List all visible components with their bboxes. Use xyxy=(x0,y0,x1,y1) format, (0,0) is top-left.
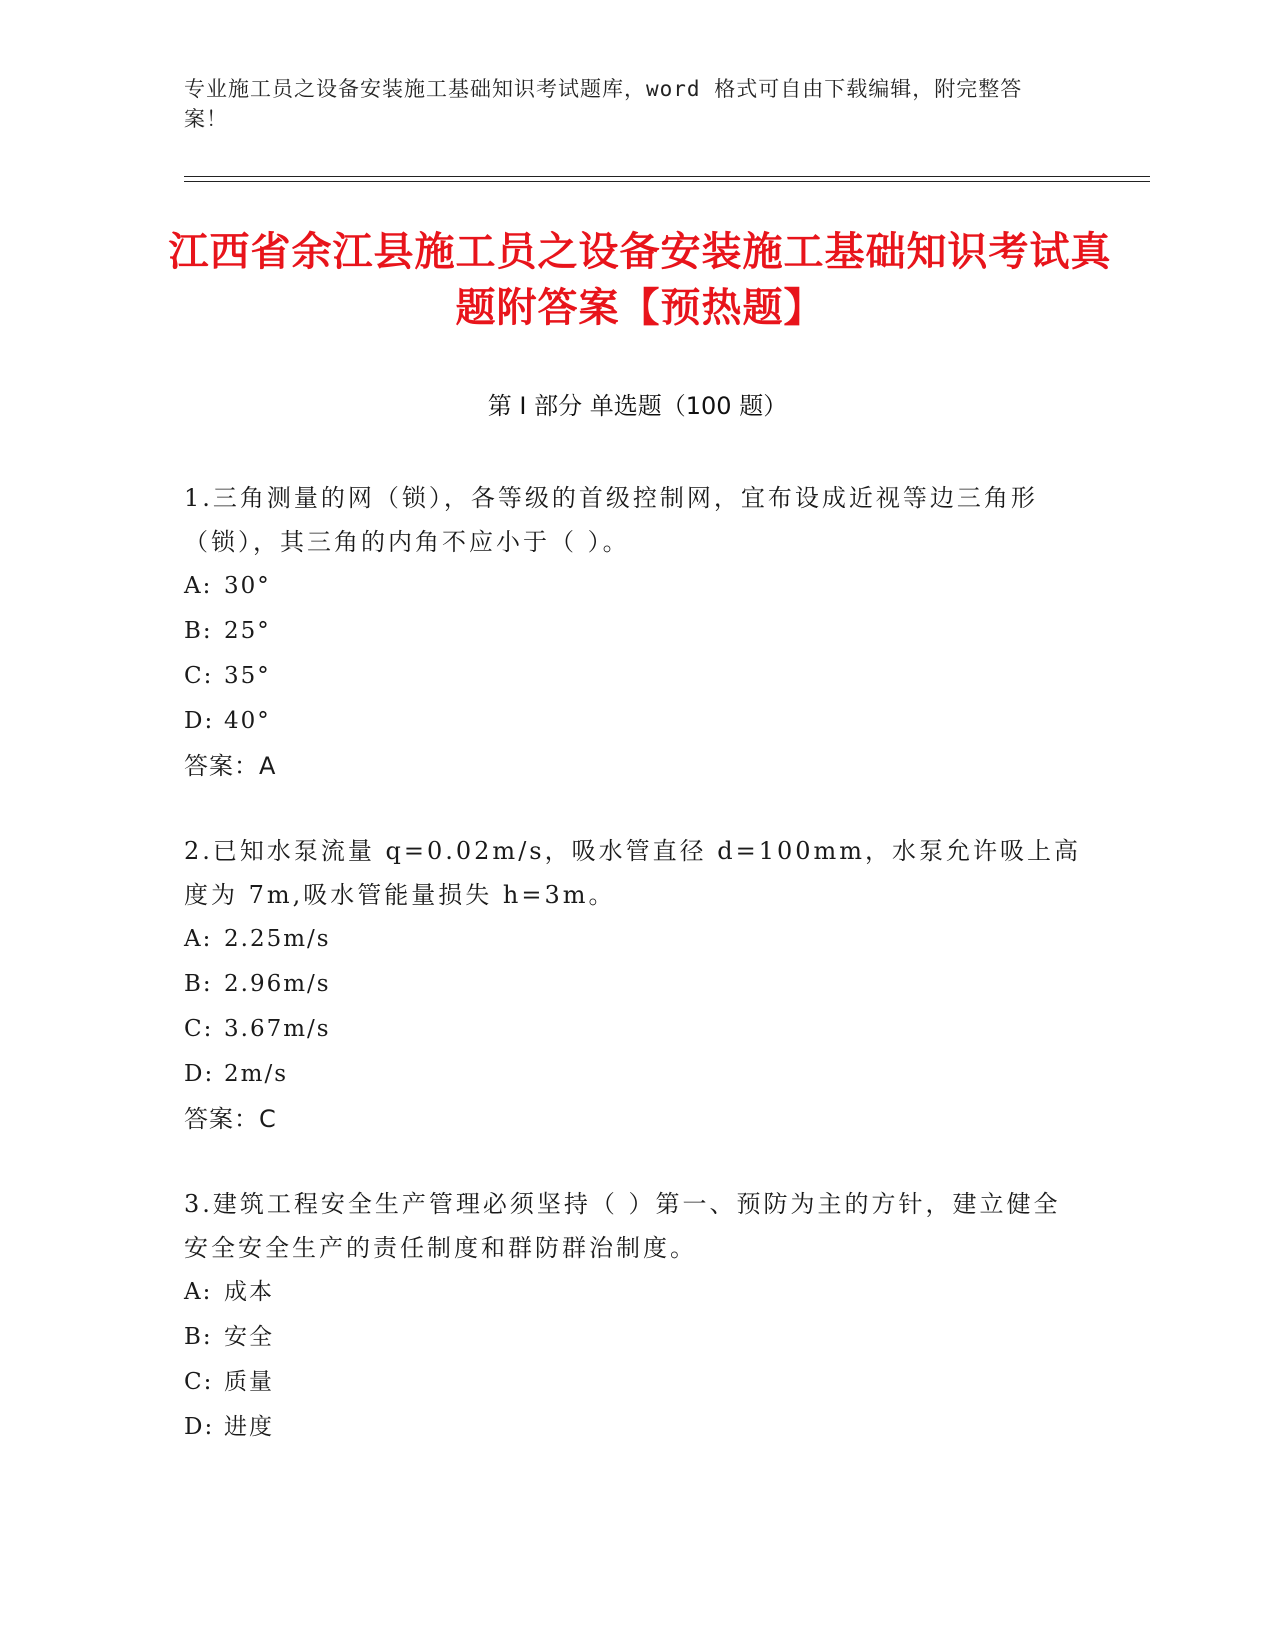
option-text: 35° xyxy=(224,663,271,689)
option-key: D: xyxy=(184,1061,215,1087)
option-text: 2.25m/s xyxy=(224,926,331,952)
option-text: 安全 xyxy=(224,1324,274,1350)
option-key: A: xyxy=(184,1279,213,1305)
option-key: C: xyxy=(184,1016,214,1042)
question-1 xyxy=(184,476,1084,789)
option-c xyxy=(184,654,1084,699)
option-key: B: xyxy=(184,971,213,997)
option-a xyxy=(184,564,1084,609)
answer-line: 答案：A xyxy=(184,752,277,780)
option-text: 25° xyxy=(224,618,271,644)
option-key: D: xyxy=(184,1414,215,1440)
question-3 xyxy=(184,1182,1084,1450)
question-stem: 3.建筑工程安全生产管理必须坚持（ ）第一、预防为主的方针，建立健全安全安全生产的责任制度和群防群治制度。 xyxy=(184,1190,1061,1262)
option-text: 2.96m/s xyxy=(224,971,331,997)
option-a xyxy=(184,917,1084,962)
option-d xyxy=(184,1405,1084,1450)
option-d xyxy=(184,1052,1084,1097)
option-key: A: xyxy=(184,573,213,599)
option-key: B: xyxy=(184,1324,213,1350)
option-b xyxy=(184,1315,1084,1360)
option-key: B: xyxy=(184,618,213,644)
option-c xyxy=(184,1360,1084,1405)
option-text: 30° xyxy=(224,573,271,599)
section-title: 第 I 部分 单选题（100 题） xyxy=(487,392,788,420)
option-key: C: xyxy=(184,1369,214,1395)
option-key: D: xyxy=(184,708,215,734)
option-a xyxy=(184,1270,1084,1315)
option-b xyxy=(184,962,1084,1007)
option-text: 40° xyxy=(224,708,271,734)
option-key: A: xyxy=(184,926,213,952)
header-divider-bottom xyxy=(184,181,1150,182)
option-text: 质量 xyxy=(224,1369,274,1395)
option-text: 成本 xyxy=(224,1279,274,1305)
header-note: 专业施工员之设备安装施工基础知识考试题库，word 格式可自由下载编辑，附完整答案！ xyxy=(184,77,1023,131)
document-title: 江西省余江县施工员之设备安装施工基础知识考试真题附答案【预热题】 xyxy=(168,229,1112,331)
option-d xyxy=(184,699,1084,744)
option-text: 3.67m/s xyxy=(224,1016,331,1042)
question-list xyxy=(184,476,1084,1490)
question-stem: 1.三角测量的网（锁），各等级的首级控制网，宜布设成近视等边三角形（锁），其三角的内角不应小于（ ）。 xyxy=(184,484,1038,556)
option-c xyxy=(184,1007,1084,1052)
question-2 xyxy=(184,829,1084,1142)
header-divider-top xyxy=(184,176,1150,177)
option-key: C: xyxy=(184,663,214,689)
option-text: 进度 xyxy=(224,1414,274,1440)
option-text: 2m/s xyxy=(224,1061,288,1087)
question-stem: 2.已知水泵流量 q=0.02m/s，吸水管直径 d=100mm，水泵允许吸上高度为 7m,吸水管能量损失 h=3m。 xyxy=(184,837,1082,909)
answer-line: 答案：C xyxy=(184,1105,277,1133)
option-b xyxy=(184,609,1084,654)
